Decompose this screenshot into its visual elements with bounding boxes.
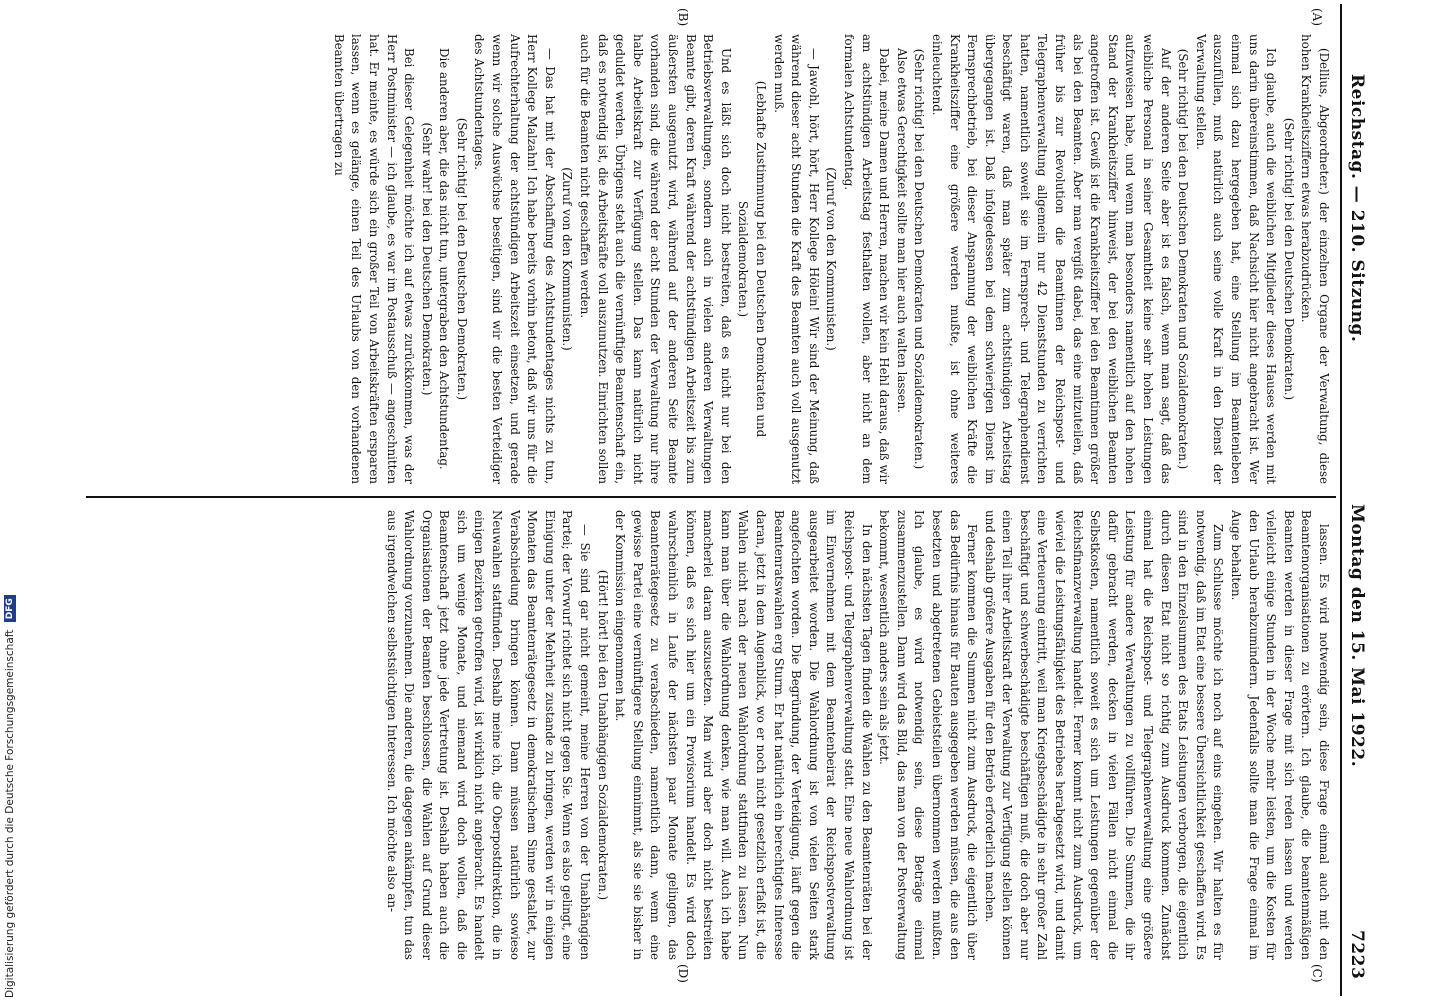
interjection: (Sehr richtig! bei den Deutschen Demokraten.) (1281, 117, 1296, 401)
paragraph: Also etwas Gerechtigkeit sollte man hier auch walten lassen. (894, 48, 909, 413)
paragraph: — Das hat mit der Abschaffung des Achtstundentages nichts zu tun, Herr Kollege Malzahn! Ich habe bereits vorhin betont, daß wir uns für die Aufrechterhaltung der achtstündigen Arbeitszeit einsetzen, und gerade wenn wir solche Auswüchse beseitigen, sind wir die besten Verteidiger des Achtstundentages. (472, 34, 557, 484)
column-divider (86, 496, 1336, 498)
page-number: 7223 (1347, 930, 1367, 980)
page-header (1336, 4, 1380, 996)
left-column (94, 34, 1332, 484)
header-date: Montag den 15. Mai 1922. (1347, 504, 1367, 768)
interjection: (Sehr wahr! bei den Deutschen Demokraten.) (419, 122, 434, 396)
paragraph: Zum Schlusse möchte ich noch auf eins eingehen. Wir halten es für notwendig, daß im Etat eine bessere Übersichtlichkeit geschaffen wird. Es sind in den Einzelsummen des Etats Leistungen verborgen, die eigentlich durch diesen Etat nicht so richtig zum Ausdruck kommen. Zunächst einmal hat die Reichspost- und Telegraphenverwaltung eine größere Leistung für andere Verwaltungen zu vollführen. Die Summen, die ihr dafür gebracht werden, decken in vielen Fällen nicht einmal die Selbstkosten, namentlich soweit es sich um Leistungen gegenüber der Reichsfinanzverwaltung handelt. Ferner kommt nicht zum Ausdruck, um wieviel die Leistungsfähigkeit des Betriebes herabgesetzt wird, und damit eine Verteuerung eintritt, weil man Kriegsbeschädigte in sehr großer Zahl beschäftigt und schwerbeschädigte beschäftigen muß, die doch aber nur einen Teil ihrer Arbeitskraft der Verwaltung zur Verfügung stellen können und deshalb größere Ausgaben für den Betrieb erforderlich machen. (982, 510, 1226, 960)
paragraph: Ferner kommen die Summen nicht zum Ausdruck, die eigentlich über das Bedürfnis hinaus für Bauten ausgegeben werden müssen, die aus den besetzten und abgetretenen Gebietsteilen übernommen werden mußten. Ich glaube, es wird notwendig sein, diese Beträge einmal zusammenzustellen. Dann wird das Bild, das man von der Postverwaltung bekommt, wesentlich anders sein als jetzt. (877, 510, 980, 960)
paragraph: lassen. Es wird notwendig sein, diese Frage einmal auch mit den Beamtenorganisationen zu erörtern. Ich glaube, die beamtenmäßigen Beamten werden in dieser Frage mit sich reden lassen und werden vielleicht einige Stunden in der Woche mehr leisten, um die Kosten für den Urlaub herabzumindern. Jedenfalls sollte man die Frage einmal im Auge behalten. (1229, 510, 1331, 960)
margin-marker-c: (C) (1310, 964, 1324, 983)
paragraph: Dabei, meine Damen und Herren, machen wir kein Hehl daraus, daß wir am achtstündigen Arbeitstag festhalten wollen, aber nicht an dem formalen Achtstundentag. (841, 34, 892, 484)
paragraph: — Jawohl, hört, hört, Herr Kollege Hölein! Wir sind der Meinung, daß während dieser acht Stunden die Kraft des Beamten auch voll ausgenutzt werden muß. (771, 34, 821, 484)
paragraph: Auf der anderen Seite aber ist es falsch, wenn man sagt, daß das weibliche Personal in seiner Gesamtheit keine sehr hohen Leistungen aufzuweisen habe, und wenn man besonders namentlich auf den hohen Stand der Krankheitsziffer hinweist, der bei den weiblichen Beamten angetroffen ist. Gewiß ist die Krankheitsziffer bei den Beamtinnen größer als bei den Beamten. Aber man vergißt dabei, das eine mitzuteilen, daß früher bis zur Revolution die Beamtinnen der Reichspost- und Telegraphenverwaltung allgemein nur 42 Dienststunden zu verrichten hatten, namentlich soweit sie im Fernsprech- und Telegraphendienst beschäftigt waren, daß man später zum achtstündigen Arbeitstag übergegangen ist. Daß infolgedessen bei dem schwierigen Dienst im Fernsprechbetrieb, bei dieser Anspannung der weiblichen Kräfte die Krankheitsziffer eine größere werden mußte, ist ohne weiteres einleuchtend. (929, 34, 1173, 484)
interjection: (Sehr richtig! bei den Deutschen Demokraten und Sozialdemokraten.) (1176, 48, 1191, 470)
paragraph: Die anderen aber, die das nicht tun, untergraben den Achtstundentag. (437, 48, 452, 470)
interjection: (Zuruf von den Kommunisten.) (560, 167, 575, 351)
rotated-page (80, 4, 1380, 996)
header-rule (1340, 4, 1342, 996)
digitization-note-text: Digitalisierung gefördert durch die Deutsche Forschungsgemeinschaft (4, 629, 16, 998)
paragraph: Ich glaube, auch die weiblichen Mitglieder dieses Hauses werden mit uns darin übereinstimmen, daß Nachsicht hier nicht angebracht ist. Wer einmal sich dazu hergegeben hat, eine Stellung im Beamtenleben auszufüllen, muß natürlich auch seine volle Kraft in den Dienst der Verwaltung stellen. (1193, 34, 1279, 484)
paragraph: — Sie sind gar nicht gemeint, meine Herren von der Unabhängigen Partei; der Vorwurf richtet sich nicht gegen Sie. Wenn es also gelingt, eine Einigung unter der Mehrheit zustande zu bringen, werden wir in einigen Monaten das Beamtenrätegesetz in demokratischem Sinne gestaltet, zur Verabschiedung bringen können. Dann müssen natürlich sowieso Neuwahlen stattfinden. Deshalb meine ich, die Oberpostdirektion, die in einigen Bezirken getroffen wird, ist wirklich nicht angebracht. Es handelt sich um wenige Monate, und niemand wird doch wollen, daß die Beamtenschaft jetzt ohne jede Vertretung ist. Deshalb haben auch die Organisationen der Beamten beschlossen, die Wahlen auf Grund dieser Wahlordnung vorzunehmen. Die anderen, die dagegen ankämpfen, tun das aus irgendwelchen selbstsüchtigen Interessen. Ich möchte also an- (384, 510, 593, 960)
interjection: (Hört! hört! bei den Unabhängigen Sozialdemokraten.) (595, 569, 610, 901)
margin-marker-a: (A) (1310, 8, 1324, 27)
paragraph: (Dellius, Abgeordneter.) der einzelnen Organe der Verwaltung, diese hohen Krankheitsziffern etwas herabzudrücken. (1299, 34, 1331, 484)
interjection: (Sehr richtig! bei den Deutschen Demokraten.) (454, 117, 469, 401)
paragraph: Und es läßt sich doch nicht bestreiten, daß es nicht nur bei den Betriebsverwaltungen, sondern auch in vielen anderen Verwaltungen Beamte gibt, deren Kraft während der achtstündigen Arbeitszeit bis zum äußersten ausgenutzt wird, während auf der anderen Seite Beamte vorhanden sind, die während der acht Stunden der Verwaltung nur ihre halbe Arbeitskraft zur Verfügung stellen. Das kann natürlich nicht geduldet werden. Übrigens steht auch die vernünftige Beamtenschaft ein, daß es notwendig ist, die Arbeitskräfte voll auszunutzen. Einrichten sollen auch für die Beamten nicht geschaffen werden. (578, 34, 733, 484)
header-left-title: Reichstag. — 210. Sitzung. (1347, 74, 1367, 343)
interjection: (Zuruf von den Kommunisten.) (824, 167, 839, 351)
interjection: (Lebhafte Zustimmung bei den Deutschen Demokraten und Sozialdemokraten.) (736, 80, 768, 438)
paragraph: Bei dieser Gelegenheit möchte ich auf etwas zurückkommen, was der Herr Postminister — ich glaube, es war im Postausschuß — angeschnitten hat. Er meinte, es würde sich ein großer Teil von Arbeitskräften ersparen lassen, wenn es gelänge, einen Teil des Urlaubs von den vorhandenen Beamten übertragen zu (331, 34, 417, 484)
right-column (94, 510, 1332, 960)
margin-marker-b: (B) (676, 8, 690, 27)
digitization-note (4, 6, 16, 998)
interjection: (Sehr richtig! bei den Deutschen Demokraten und Sozialdemokraten.) (912, 48, 927, 470)
paragraph: In den nächsten Tagen finden die Wahlen zu den Beamtenräten bei der Reichspost- und Telegraphenverwaltung statt. Eine neue Wahlordnung ist im Einvernehmen mit dem Beamtenbeirat der Reichspostverwaltung ausgearbeitet worden. Die Wahlordnung ist von vielen Seiten stark angefochten worden. Die Begründung, der Verteidigung, läuft gegen die Beamtenratswahlen erg Sturm. Er hat natürlich ein berechtigtes Interesse daran, jetzt in dem Augenblick, wo er noch nicht gesetzlich erfaßt ist, die Wahlen nicht nach der neuen Wahlordnung stattfinden zu lassen. Nun kann man über die Wahlordnung denken, wie man will. Auch ich habe mancherlei daran auszusetzen. Man wird aber doch nicht bestreiten können, daß es sich hier um ein Provisorium handelt. Es wird doch wahrscheinlich in Laufe der nächsten paar Monate gelingen, das Beamtenrätegesetz zu verabschieden, namentlich dann, wenn eine gewisse Partei eine vernünftigere Stellung einnimmt, als sie sie bisher in der Kommission eingenommen hat. (613, 510, 874, 960)
dfg-logo: DFG (4, 595, 16, 622)
margin-marker-d: (D) (676, 964, 690, 983)
